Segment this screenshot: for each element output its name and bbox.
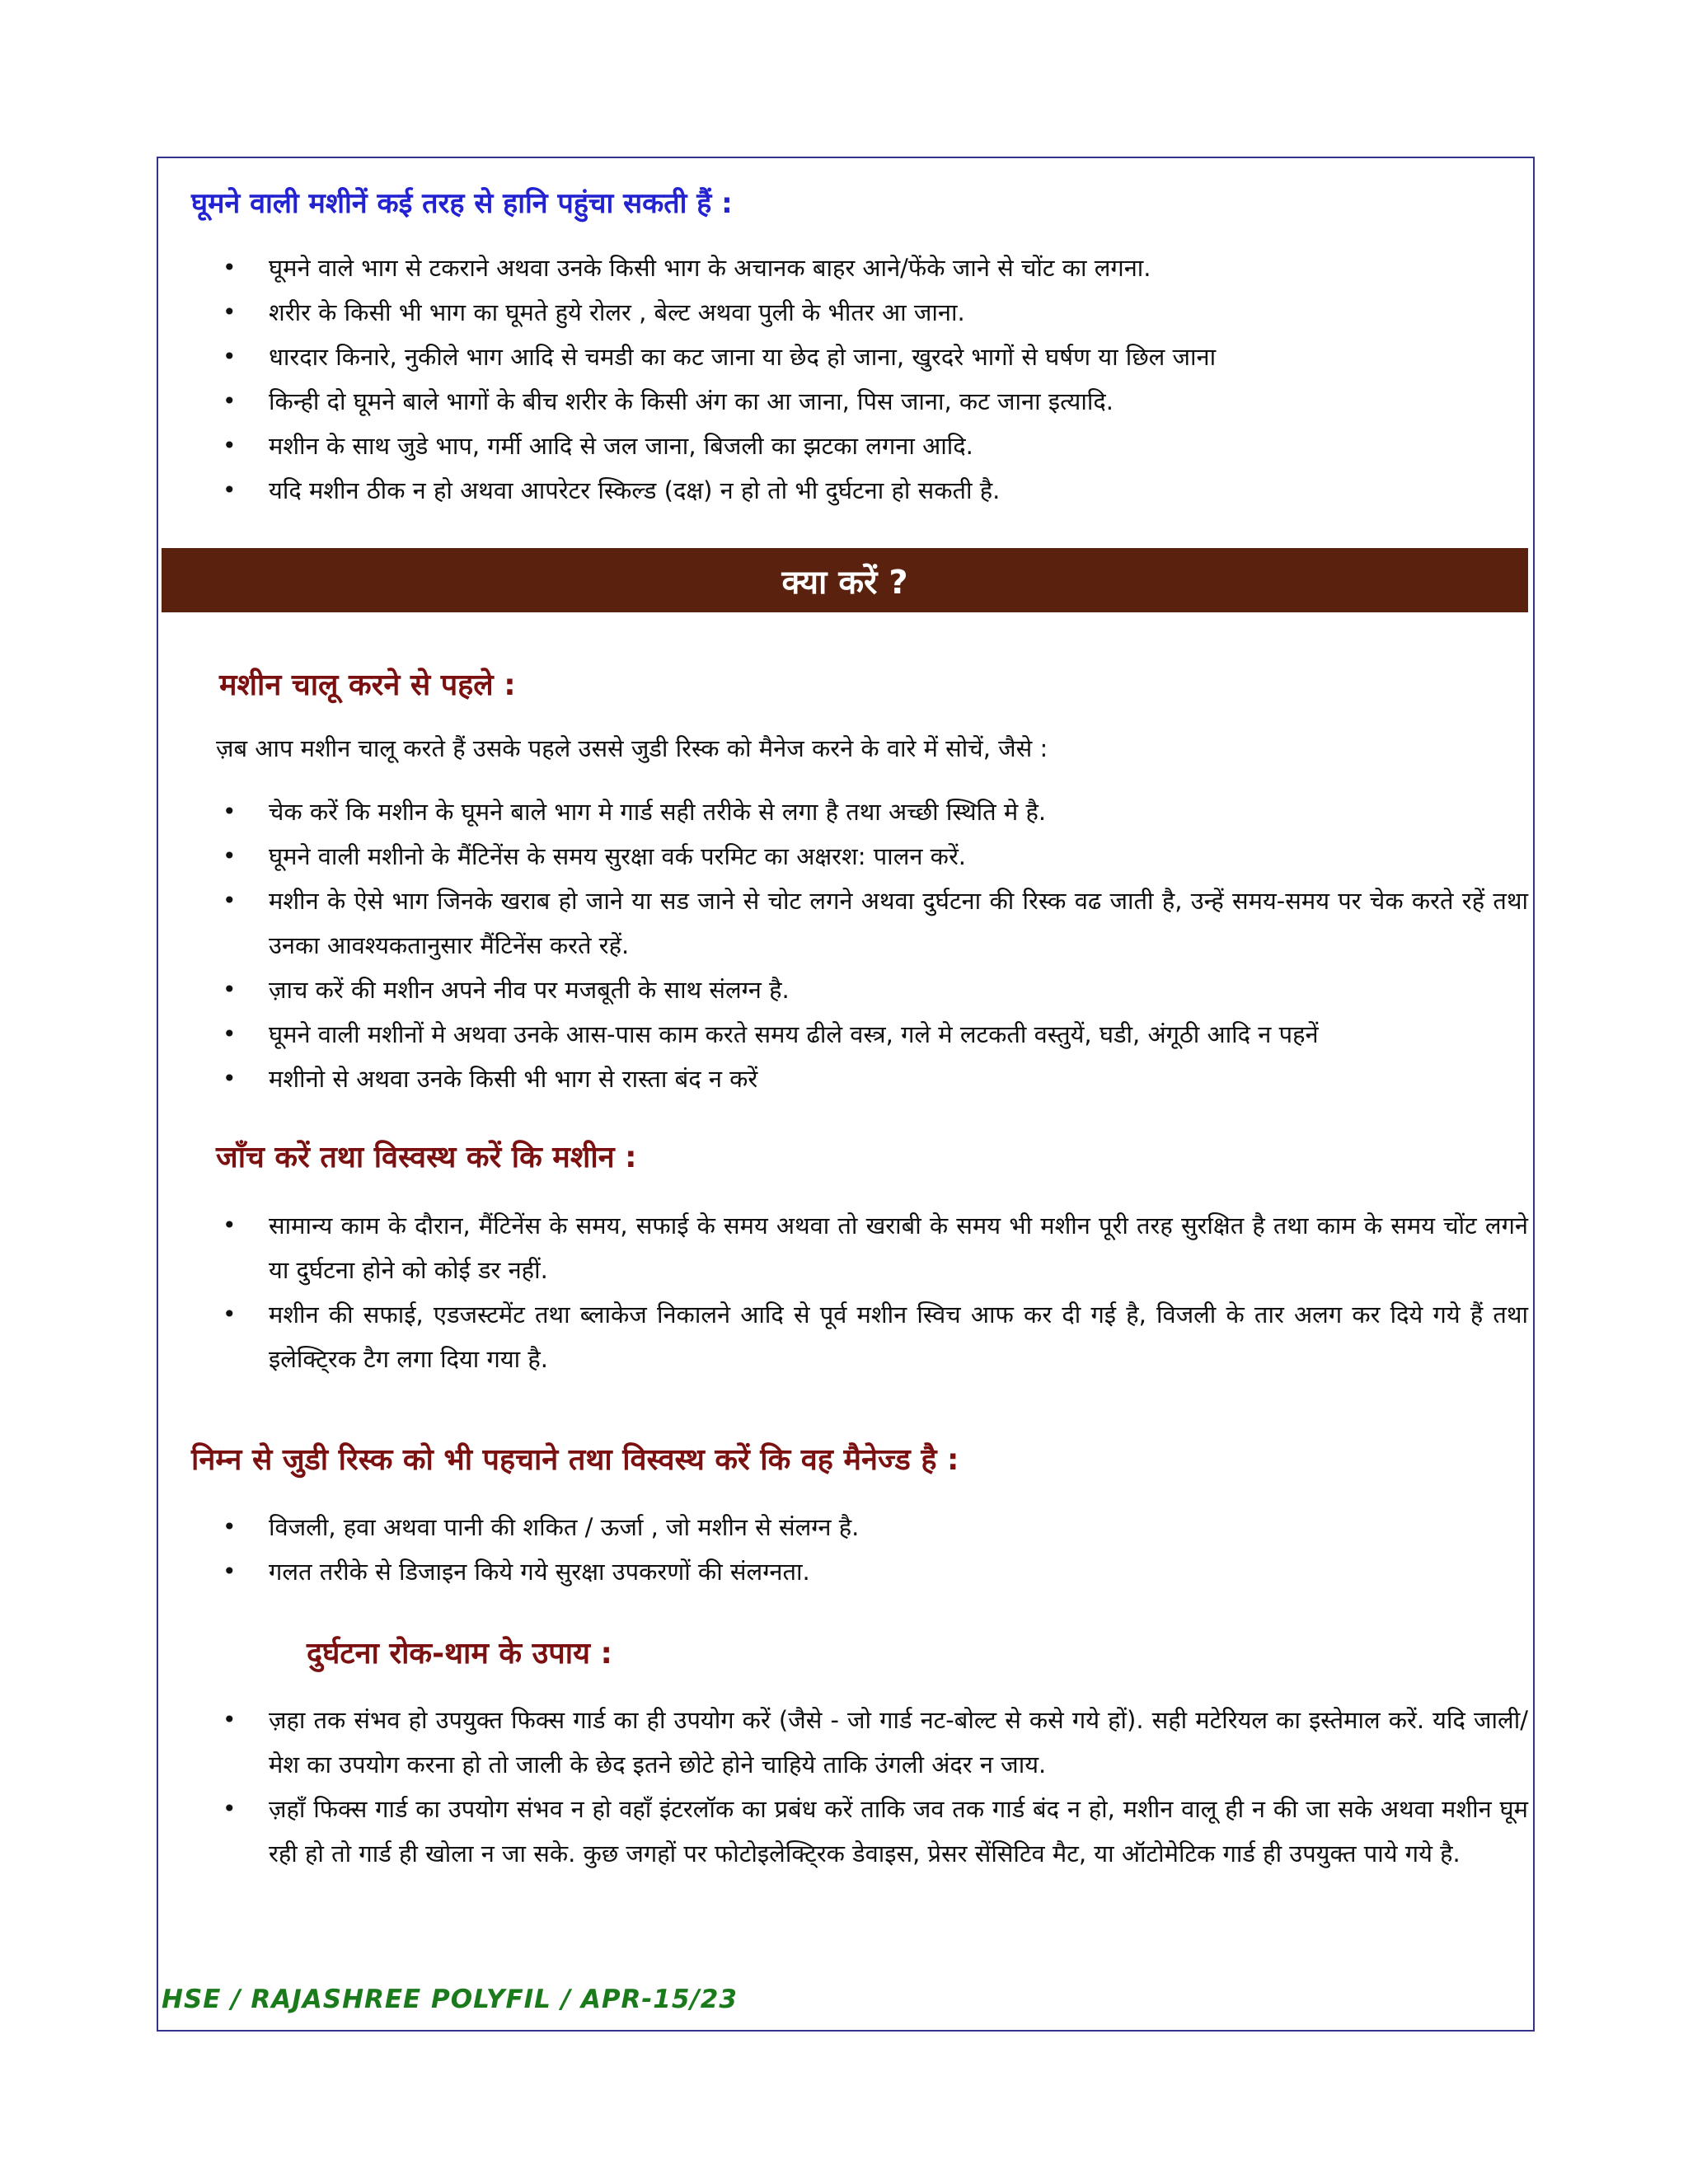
bullet-icon: • [223,343,237,370]
bullet-icon: • [223,842,237,869]
list-item: • यदि मशीन ठीक न हो अथवा आपरेटर स्किल्ड (दक्ष) न हो तो भी दुर्घटना हो सकती है. [201,468,1520,513]
list-item: • मशीन के साथ जुडे भाप, गर्मी आदि से जल जाना, बिजली का झटका लगना आदि. [201,424,1520,468]
list-item: • ज़ाच करें की मशीन अपने नीव पर मजबूती के साथ संलग्न है. [201,968,1528,1012]
bullet-icon: • [223,298,237,326]
list-item: • मशीन के ऐसे भाग जिनके खराब हो जाने या सड जाने से चोट लगने अथवा दुर्घटना की रिस्क वढ जाती है, उन्हें समय-समय पर चेक करते रहें तथा उनका आवश्यकतानुसार मैंटिनेंस करते रहें. [201,879,1528,968]
bullet-icon: • [223,798,237,825]
verify-list [201,1203,1528,1381]
list-item: • सामान्य काम के दौरान, मैंटिनेंस के समय, सफाई के समय अथवा तो खराबी के समय भी मशीन पूरी तरह सुरक्षित है तथा काम के समय चोंट लगने या दुर्घटना होने को कोई डर नहीं. [201,1203,1528,1292]
bullet-icon: • [223,1020,237,1047]
bullet-icon: • [223,1706,237,1733]
footer-reference: HSE / RAJASHREE POLYFIL / APR-15/23 [162,1985,738,2014]
before-start-list [201,790,1528,1101]
list-item: • गलत तरीके से डिजाइन किये गये सुरक्षा उपकरणों की संलग्नता. [201,1549,1528,1594]
list-item: • घूमने वाले भाग से टकराने अथवा उनके किसी भाग के अचानक बाहर आने/फेंके जाने से चोंट का लगना. [201,246,1520,290]
list-item: • विजली, हवा अथवा पानी की शकित / ऊर्जा , जो मशीन से संलग्न है. [201,1505,1528,1549]
list-item: • किन्ही दो घूमने बाले भागों के बीच शरीर के किसी अंग का आ जाना, पिस जाना, कट जाना इत्यादि. [201,379,1520,424]
risks-list [201,1505,1528,1594]
before-start-intro: ज़ब आप मशीन चालू करते हैं उसके पहले उससे जुडी रिस्क को मैनेज करने के वारे में सोचें, जैसे : [216,734,1048,762]
bullet-icon: • [223,1795,237,1822]
hazards-list [201,246,1520,513]
list-item: • मशीन की सफाई, एडजस्टमेंट तथा ब्लाकेज निकालने आदि से पूर्व मशीन स्विच आफ कर दी गई है, विजली के तार अलग कर दिये गये हैं तथा इलेक्टि्रक टैग लगा दिया गया है. [201,1292,1528,1381]
prevention-title: दुर्घटना रोक-थाम के उपाय : [307,1637,612,1671]
list-item: • ज़हा तक संभव हो उपयुक्त फिक्स गार्ड का ही उपयोग करें (जैसे - जो गार्ड नट-बोल्ट से कसे गये हों). सही मटेरियल का इस्तेमाल करें. यदि जाली/मेश का उपयोग करना हो तो जाली के छेद इतने छोटे होने चाहिये ताकि उंगली अंदर न जाय. [201,1698,1528,1787]
bullet-icon: • [223,887,237,914]
prevention-list [201,1698,1528,1876]
bullet-icon: • [223,1513,237,1540]
what-to-do-banner [162,548,1528,612]
risks-title: निम्न से जुडी रिस्क को भी पहचाने तथा विस्वस्थ करें कि वह मैनेज्ड है : [191,1443,959,1477]
bullet-icon: • [223,1065,237,1092]
bullet-icon: • [223,432,237,459]
list-item: • चेक करें कि मशीन के घूमने बाले भाग मे गार्ड सही तरीके से लगा है तथा अच्छी स्थिति मे है. [201,790,1528,834]
bullet-icon: • [223,387,237,415]
list-item: • धारदार किनारे, नुकीले भाग आदि से चमडी का कट जाना या छेद हो जाना, खुरदरे भागों से घर्षण या छिल जाना [201,335,1520,379]
verify-title: जाँच करें तथा विस्वस्थ करें कि मशीन : [216,1141,637,1174]
bullet-icon: • [223,1558,237,1585]
bullet-icon: • [223,1301,237,1328]
list-item: • शरीर के किसी भी भाग का घूमते हुये रोलर , बेल्ट अथवा पुली के भीतर आ जाना. [201,290,1520,335]
list-item: • ज़हाँ फिक्स गार्ड का उपयोग संभव न हो वहाँ इंटरलॉक का प्रबंध करें ताकि जव तक गार्ड बंद न हो, मशीन वालू ही न की जा सके अथवा मशीन घूम रही हो तो गार्ड ही खोला न जा सके. कुछ जगहों पर फोटोइलेक्टि्रक डेवाइस, प्रेसर सेंसिटिव मैट, या ऑटोमेटिक गार्ड ही उपयुक्त पाये गये है. [201,1787,1528,1876]
list-item: • मशीनो से अथवा उनके किसी भी भाग से रास्ता बंद न करें [201,1057,1528,1101]
list-item: • घूमने वाली मशीनो के मैंटिनेंस के समय सुरक्षा वर्क परमिट का अक्षरश: पालन करें. [201,834,1528,879]
bullet-icon: • [223,976,237,1003]
bullet-icon: • [223,1212,237,1239]
banner-title: क्या करें ? [781,563,908,602]
bullet-icon: • [223,254,237,281]
hazards-title: घूमने वाली मशीनें कई तरह से हानि पहुंचा सकती हैं : [191,187,733,220]
bullet-icon: • [223,476,237,504]
list-item: • घूमने वाली मशीनों मे अथवा उनके आस-पास काम करते समय ढीले वस्त्र, गले मे लटकती वस्तुयें, घडी, अंगूठी आदि न पहनें [201,1012,1528,1057]
before-start-title: मशीन चालू करने से पहले : [219,668,516,702]
